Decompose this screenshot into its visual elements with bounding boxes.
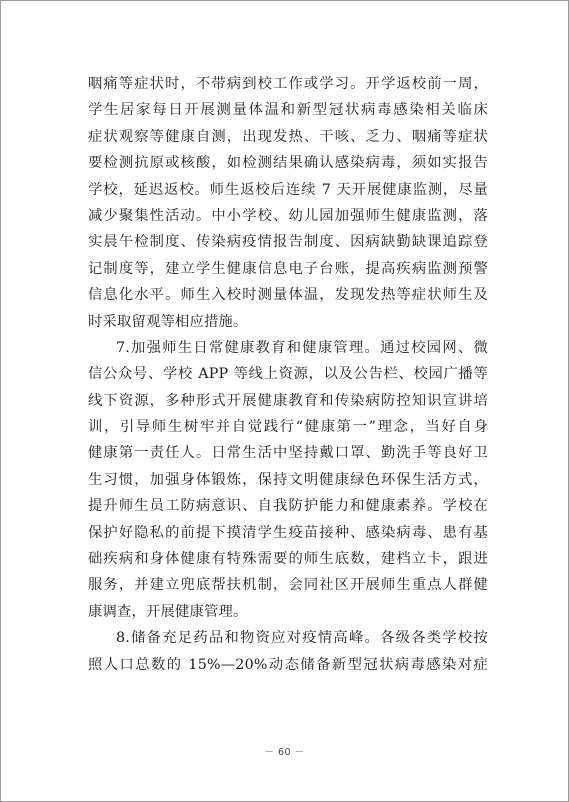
text-line: 学校，延迟返校。师生返校后连续 7 天开展健康监测，尽量 [88,181,488,198]
text-line: 信公众号、学校 APP 等线上资源，以及公告栏、校园广播等 [88,366,488,383]
text-line: 实晨午检制度、传染病疫情报告制度、因病缺勤缺课追踪登 [88,234,488,251]
text-line: 服务，并建立兜底帮扶机制，会同社区开展师生重点人群健 [88,577,488,594]
text-line: 训，引导师生树牢并自觉践行“健康第一”理念，当好自身 [88,419,488,436]
text-line: 照人口总数的 15%—20%动态储备新型冠状病毒感染对症 [88,656,488,673]
text-line: 生习惯，加强身体锻炼，保持文明健康绿色环保生活方式， [88,471,488,488]
text-line: 8.储备充足药品和物资应对疫情高峰。各级各类学校按 [116,630,488,647]
text-line: 咽痛等症状时，不带病到校工作或学习。开学返校前一周， [88,76,488,92]
text-line: 时采取留观等相应措施。 [88,313,248,330]
text-line: 减少聚集性活动。中小学校、幼儿园加强师生健康监测，落 [88,207,488,224]
text-line: 康调查，开展健康管理。 [88,603,248,620]
paragraph-continued [88,71,488,335]
paragraph-item-7 [88,335,488,625]
paragraph-item-8 [88,625,488,678]
text-line: 7.加强师生日常健康教育和健康管理。通过校园网、微 [116,339,488,356]
text-line: 信息化水平。师生入校时测量体温，发现发热等症状师生及 [88,287,488,304]
text-line: 学生居家每日开展测量体温和新型冠状病毒感染相关临床 [88,102,488,119]
text-line: 线下资源，多种形式开展健康教育和传染病防控知识宣讲培 [88,392,488,409]
text-line: 础疾病和身体健康有特殊需要的师生底数，建档立卡，跟进 [88,551,488,568]
page-number: － 60 － [264,747,305,758]
text-line: 记制度等，建立学生健康信息电子台账，提高疾病监测预警 [88,260,488,277]
text-line: 保护好隐私的前提下摸清学生疫苗接种、感染病毒、患有基 [88,524,488,541]
text-line: 提升师生员工防病意识、自我防护能力和健康素养。学校在 [88,498,488,515]
document-body [88,71,488,678]
text-line: 症状观察等健康自测，出现发热、干咳、乏力、咽痛等症状 [88,128,488,145]
text-line: 要检测抗原或核酸，如检测结果确认感染病毒，须如实报告 [88,155,488,172]
text-line: 健康第一责任人。日常生活中坚持戴口罩、勤洗手等良好卫 [88,445,488,462]
